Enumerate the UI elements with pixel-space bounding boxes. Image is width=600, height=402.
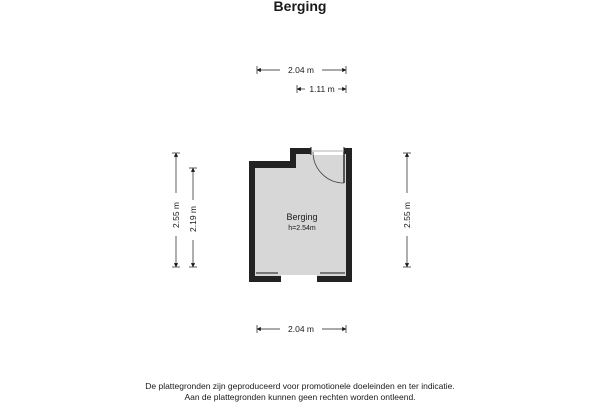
dimension-top-outer [257,65,346,75]
dimension-bottom [257,324,346,334]
dimension-top-inner-label: 1.11 m [309,84,334,94]
dimension-top-outer-label: 2.04 m [288,65,314,75]
dimension-left-outer [171,153,181,267]
bottom-opening [281,275,317,283]
disclaimer-line-2: Aan de plattegronden kunnen geen rechten worden ontleend. [0,392,600,402]
dimension-left-outer-label: 2.55 m [171,202,181,228]
dimension-bottom-label: 2.04 m [288,324,314,334]
dimension-right-label: 2.55 m [402,202,412,228]
dimension-left-inner [188,168,198,267]
disclaimer-line-1: De plattegronden zijn geproduceerd voor promotionele doeleinden en ter indicatie. [0,381,600,392]
dimension-right [402,153,412,267]
dimension-top-inner [297,84,346,94]
room-height: h=2.54m [288,225,316,232]
disclaimer [0,381,600,402]
page-title: Berging [0,0,600,14]
dimension-left-inner-label: 2.19 m [188,206,198,232]
room-name: Berging [286,212,317,222]
